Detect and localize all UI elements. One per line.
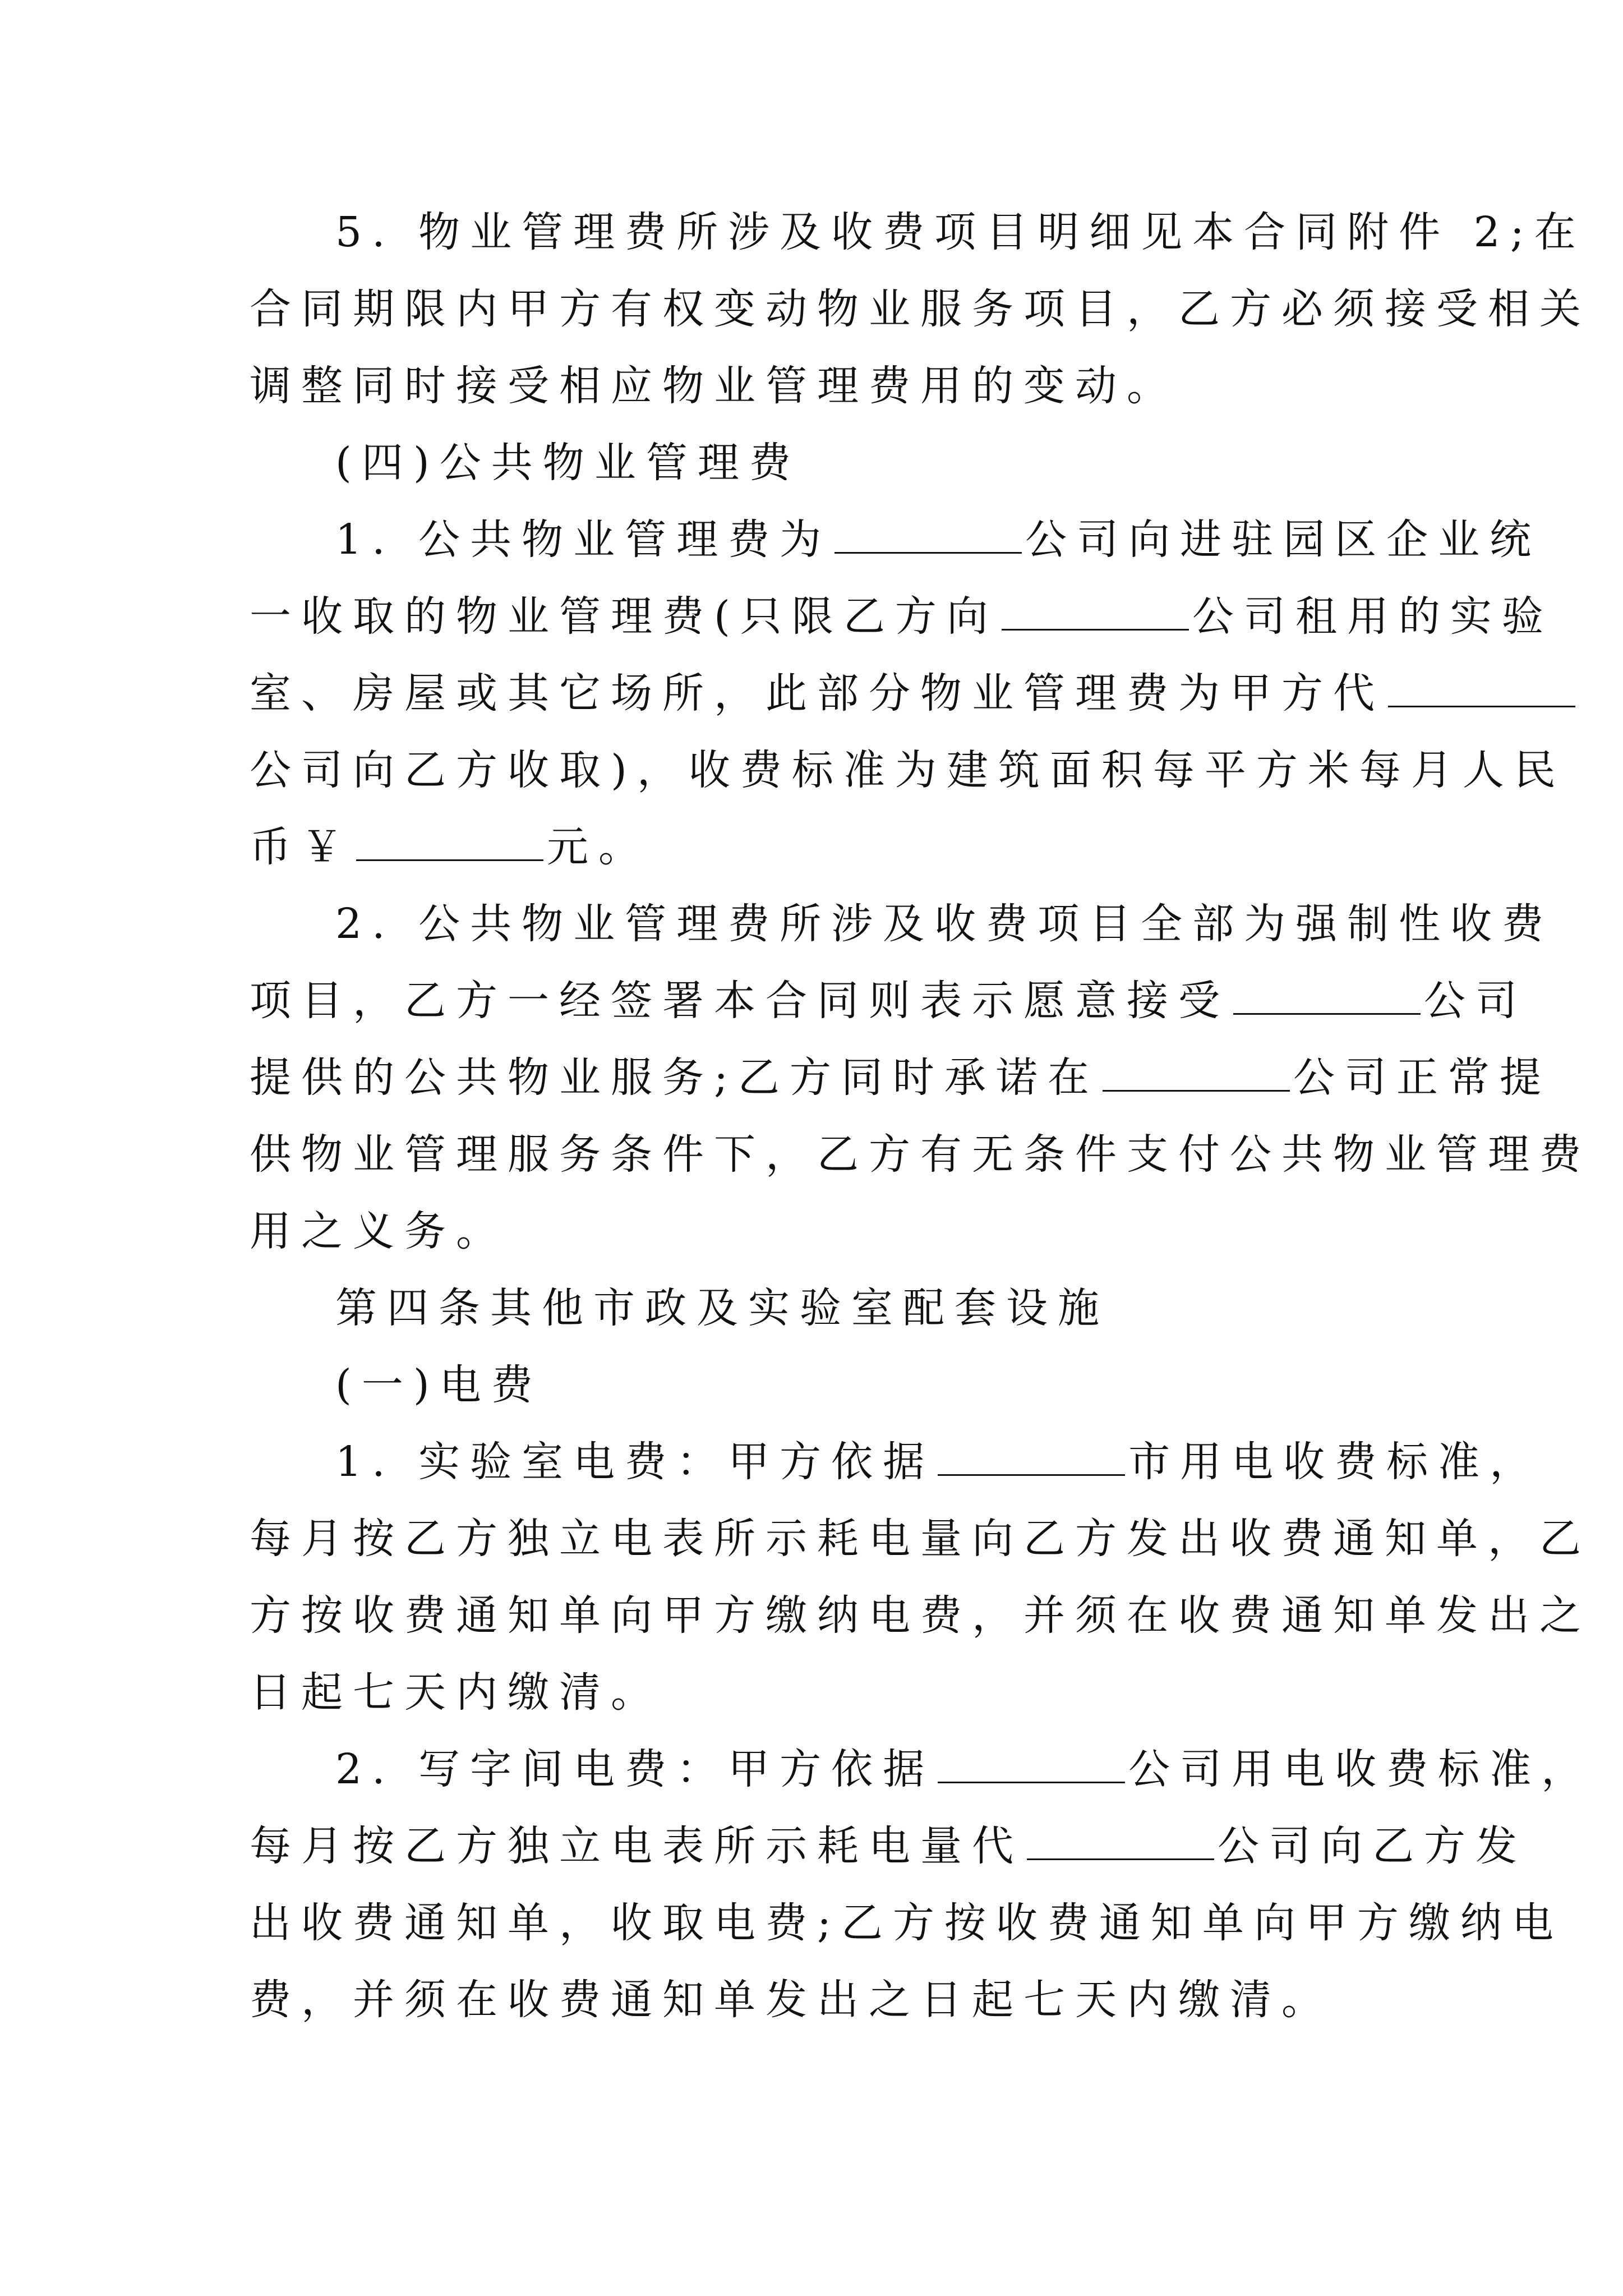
text-line	[250, 743, 1566, 797]
text-line	[250, 359, 1178, 413]
text-line	[250, 1589, 1591, 1642]
line-text: 公司向进驻园区企业统	[1025, 516, 1542, 564]
text-line	[250, 1128, 1591, 1181]
line-text: 项目，乙方一经签署本合同则表示愿意接受	[250, 977, 1230, 1025]
line-text: 公司正常提	[1293, 1053, 1551, 1102]
line-text: (四)公共物业管理费	[335, 439, 801, 487]
line-text: 公司用电收费标准，	[1128, 1745, 1593, 1793]
line-text: 公司向乙方收取)，收费标准为建筑面积每平方米每月人民	[250, 746, 1566, 794]
line-text: 供物业管理服务条件下，乙方有无条件支付公共物业管理费	[250, 1130, 1591, 1179]
text-line	[335, 513, 1541, 567]
blank-field[interactable]	[938, 1779, 1125, 1783]
line-text: 日起七天内缴清。	[250, 1668, 662, 1717]
line-text: 公司向乙方发	[1218, 1822, 1527, 1870]
blank-field[interactable]	[356, 857, 543, 861]
line-text: 公司	[1424, 977, 1527, 1025]
line-text: 元。	[547, 823, 650, 871]
blank-field[interactable]	[1233, 1011, 1421, 1015]
text-line	[335, 205, 1586, 259]
blank-field[interactable]	[1002, 627, 1189, 631]
text-line	[250, 1973, 1333, 2027]
blank-field[interactable]	[1388, 703, 1575, 707]
line-text: 费，并须在收费通知单发出之日起七天内缴清。	[250, 1976, 1333, 2024]
text-line	[250, 590, 1553, 643]
line-text: 第四条其他市政及实验室配套设施	[335, 1284, 1109, 1332]
text-line	[250, 666, 1579, 720]
blank-field[interactable]	[834, 550, 1022, 554]
line-text: 1. 实验室电费：甲方依据	[335, 1438, 935, 1486]
blank-field[interactable]	[1027, 1856, 1214, 1860]
text-line	[250, 1896, 1564, 1950]
text-line	[250, 282, 1591, 336]
line-text: 用之义务。	[250, 1207, 508, 1255]
line-text: 提供的公共物业服务;乙方同时承诺在	[250, 1053, 1099, 1102]
line-text: 市用电收费标准，	[1128, 1438, 1542, 1486]
text-line	[335, 897, 1553, 951]
line-text: 2. 公共物业管理费所涉及收费项目全部为强制性收费	[335, 900, 1554, 948]
line-text: 合同期限内甲方有权变动物业服务项目，乙方必须接受相关	[250, 285, 1591, 333]
blank-field[interactable]	[1103, 1088, 1290, 1092]
line-text: 方按收费通知单向甲方缴纳电费，并须在收费通知单发出之	[250, 1591, 1591, 1640]
line-text: 室、房屋或其它场所，此部分物业管理费为甲方代	[250, 669, 1385, 717]
text-line	[250, 1665, 662, 1719]
text-line	[250, 1819, 1527, 1873]
line-text: 1. 公共物业管理费为	[335, 516, 832, 564]
text-line	[250, 1204, 508, 1258]
text-line	[335, 1742, 1593, 1796]
line-text: (一)电费	[335, 1361, 543, 1409]
text-line	[250, 1512, 1591, 1566]
line-text: 一收取的物业管理费(只限乙方向	[250, 592, 998, 641]
text-line	[250, 820, 650, 874]
text-line	[250, 1051, 1551, 1105]
text-line	[250, 974, 1527, 1028]
line-text: 每月按乙方独立电表所示耗电量向乙方发出收费通知单，乙	[250, 1515, 1591, 1563]
blank-field[interactable]	[938, 1472, 1125, 1476]
line-text: 币￥	[250, 823, 353, 871]
text-line	[335, 1281, 1109, 1335]
text-line	[335, 436, 801, 490]
line-text: 调整同时接受相应物业管理费用的变动。	[250, 362, 1178, 410]
text-line	[335, 1358, 543, 1412]
line-text: 公司租用的实验	[1192, 592, 1553, 641]
line-text: 每月按乙方独立电表所示耗电量代	[250, 1822, 1023, 1870]
text-line	[335, 1435, 1541, 1489]
line-text: 5. 物业管理费所涉及收费项目明细见本合同附件 2;在	[335, 208, 1586, 256]
line-text: 2. 写字间电费：甲方依据	[335, 1745, 935, 1793]
line-text: 出收费通知单，收取电费;乙方按收费通知单向甲方缴纳电	[250, 1899, 1564, 1947]
